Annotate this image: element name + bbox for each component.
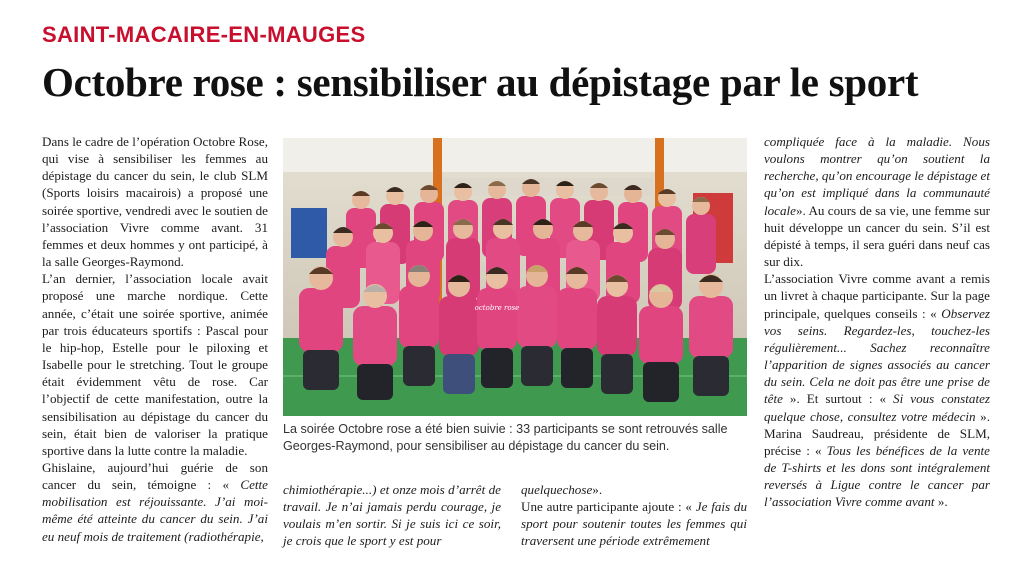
paragraph-program: L’an dernier, l’association locale avait proposé une marche nordique. Cette année, c’était une soirée sportive, animée par trois éducateurs sportifs : Pascal pour le hip-hop, Estelle pour le piloxing et Isabelle pour le stretching. Tout le groupe était évidemment vêtu de rose. Car l’objectif de cette manifestation, outre la sensibilisation au dépistage du cancer du sein, était bien de valoriser la pratique sportive dans la lutte contre la maladie.: [42, 271, 268, 458]
shirt-logo: [475, 304, 520, 312]
gym-ceiling: [283, 138, 747, 172]
article-column-2: [283, 481, 501, 550]
article-body-flow-3: [521, 481, 747, 550]
paragraph-second-participant-start: Une autre participante ajoute : « Je fais du sport pour soutenir toutes les femmes qui traversent une période extrêmement: [521, 499, 747, 549]
wall-window: [443, 178, 653, 196]
article-headline: Octobre rose : sensibiliser au dépistage par le sport: [42, 59, 919, 105]
photo-caption: La soirée Octobre rose a été bien suivie : 33 participants se sont retrouvés salle Georges-Raymond, pour sensibiliser au dépistage du cancer du sein.: [283, 422, 728, 453]
article-column-4: [764, 133, 990, 510]
group-photo: [283, 138, 747, 416]
kicker-location: SAINT-MACAIRE-EN-MAUGES: [42, 22, 366, 47]
paragraph-second-participant: compliquée face à la maladie. Nous voulons montrer qu’on soutient la recherche, qu’on encourage le dépistage et qu’on est impliqué dans la communauté locale». Au cours de sa vie, une femme sur huit développe un cancer du sein. S’il est dépisté à temps, il sera guéri dans neuf cas sur dix.: [764, 134, 990, 270]
svg-text:octobre rose: octobre rose: [474, 304, 520, 312]
paragraph-testimony: Ghislaine, aujourd’hui guérie de son cancer du sein, témoigne : « Cette mobilisation est réjouissante. J’ai moi-même été atteinte du cancer du sein. J’ai eu neuf mois de traitement (radiothérapie,: [42, 459, 268, 544]
article-column-3: [521, 481, 747, 550]
article-body-flow-2: [283, 481, 501, 550]
mat-blue: [291, 208, 327, 258]
article-body-flow-4: [764, 133, 990, 510]
paragraph-testimony-continued: chimiothérapie...) et onze mois d’arrêt de travail. Je n’ai jamais perdu courage, je voulais m’en sortir. Si je suis ici ce soir, je crois que le sport y est pour: [283, 482, 501, 549]
article-body-flow-1: [42, 133, 268, 545]
article-column-1: [42, 133, 268, 545]
paragraph-intro: Dans le cadre de l’opération Octobre Rose, qui vise à sensibiliser les femmes au dépistage du cancer du sein, le club SLM (Sports loisirs macairois) a proposé une soirée sportive, vendredi avec le soutien de l’association Vivre comme avant. 31 femmes et deux hommes y ont participé, à la salle Georges-Raymond.: [42, 134, 268, 270]
paragraph-booklet: L’association Vivre comme avant a remis un livret à chaque participante. Sur la page principale, quelques conseils : « Observez vos seins. Regardez-les, touchez-les régulièrement... Sachez reconnaître l’apparition de signes associés au cancer du sein. Cela ne doit pas être une prise de tête ». Et surtout : « Si vous constatez quelque chose, consultez votre médecin ». Marina Saudreau, présidente de SLM, précise : « Tous les bénéfices de la vente de T-shirts et les dons sont intégralement reversés à Ligue contre le cancer par l’association Vivre comme avant ».: [764, 271, 991, 510]
paragraph-testimony-continued-2: quelquechose».: [521, 482, 603, 497]
group-photo-illustration: [283, 138, 747, 416]
